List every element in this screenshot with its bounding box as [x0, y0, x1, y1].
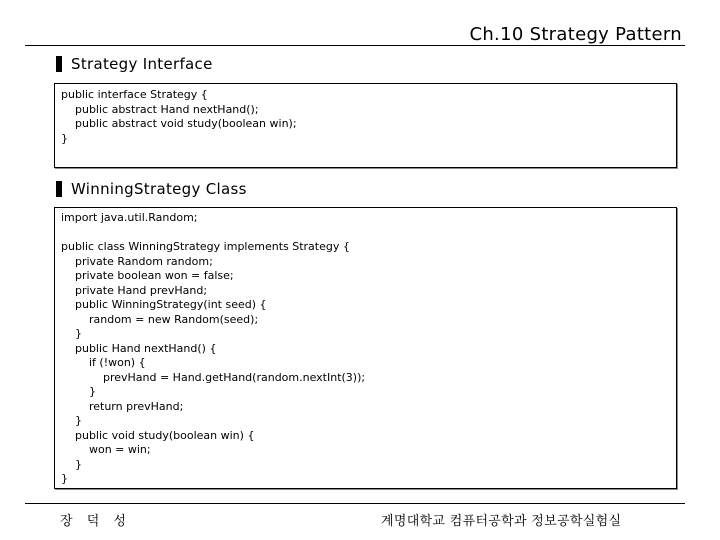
footer-affiliation: 계명대학교 컴퓨터공학과 정보공학실험실 — [381, 514, 622, 529]
code-line: private boolean won = false; — [61, 269, 234, 282]
code-line: public class WinningStrategy implements Strategy { — [61, 240, 350, 253]
code-block-strategy-interface — [54, 83, 677, 168]
section-heading-winning-strategy — [56, 179, 247, 199]
code-line: } — [61, 414, 82, 427]
bullet-bar-icon — [56, 56, 62, 72]
code-line: } — [61, 457, 82, 471]
code-line — [61, 226, 670, 241]
section-heading-text: WinningStrategy Class — [71, 180, 247, 198]
footer-author: 장 덕 성 — [60, 514, 131, 529]
code-line: } — [61, 327, 82, 340]
code-line: private Hand prevHand; — [61, 283, 208, 297]
code-line: prevHand = Hand.getHand(random.nextInt(3)); — [61, 370, 366, 384]
page-title: Ch.10 Strategy Pattern — [469, 24, 682, 45]
code-line: return prevHand; — [61, 399, 184, 413]
code-line: public interface Strategy { — [61, 88, 208, 101]
code-block-winning-strategy — [54, 207, 677, 489]
code-line: import java.util.Random; — [61, 211, 198, 224]
code-line: public abstract void study(boolean win); — [61, 117, 297, 130]
code-line: } — [61, 385, 96, 398]
section-heading-text: Strategy Interface — [71, 55, 213, 73]
section-heading-strategy-interface — [56, 54, 213, 74]
code-line: public Hand nextHand() { — [61, 341, 217, 355]
title-divider — [25, 45, 685, 46]
code-line: public void study(boolean win) { — [61, 428, 255, 442]
code-line: won = win; — [61, 443, 151, 456]
code-line: public abstract Hand nextHand(); — [61, 102, 259, 116]
code-line: } — [61, 472, 68, 485]
code-line: private Random random; — [61, 254, 213, 268]
code-line: if (!won) { — [61, 356, 146, 369]
code-line: public WinningStrategy(int seed) { — [61, 298, 267, 311]
footer-divider — [25, 503, 685, 504]
code-line: } — [61, 131, 68, 145]
code-line: random = new Random(seed); — [61, 312, 259, 326]
bullet-bar-icon — [56, 181, 62, 197]
